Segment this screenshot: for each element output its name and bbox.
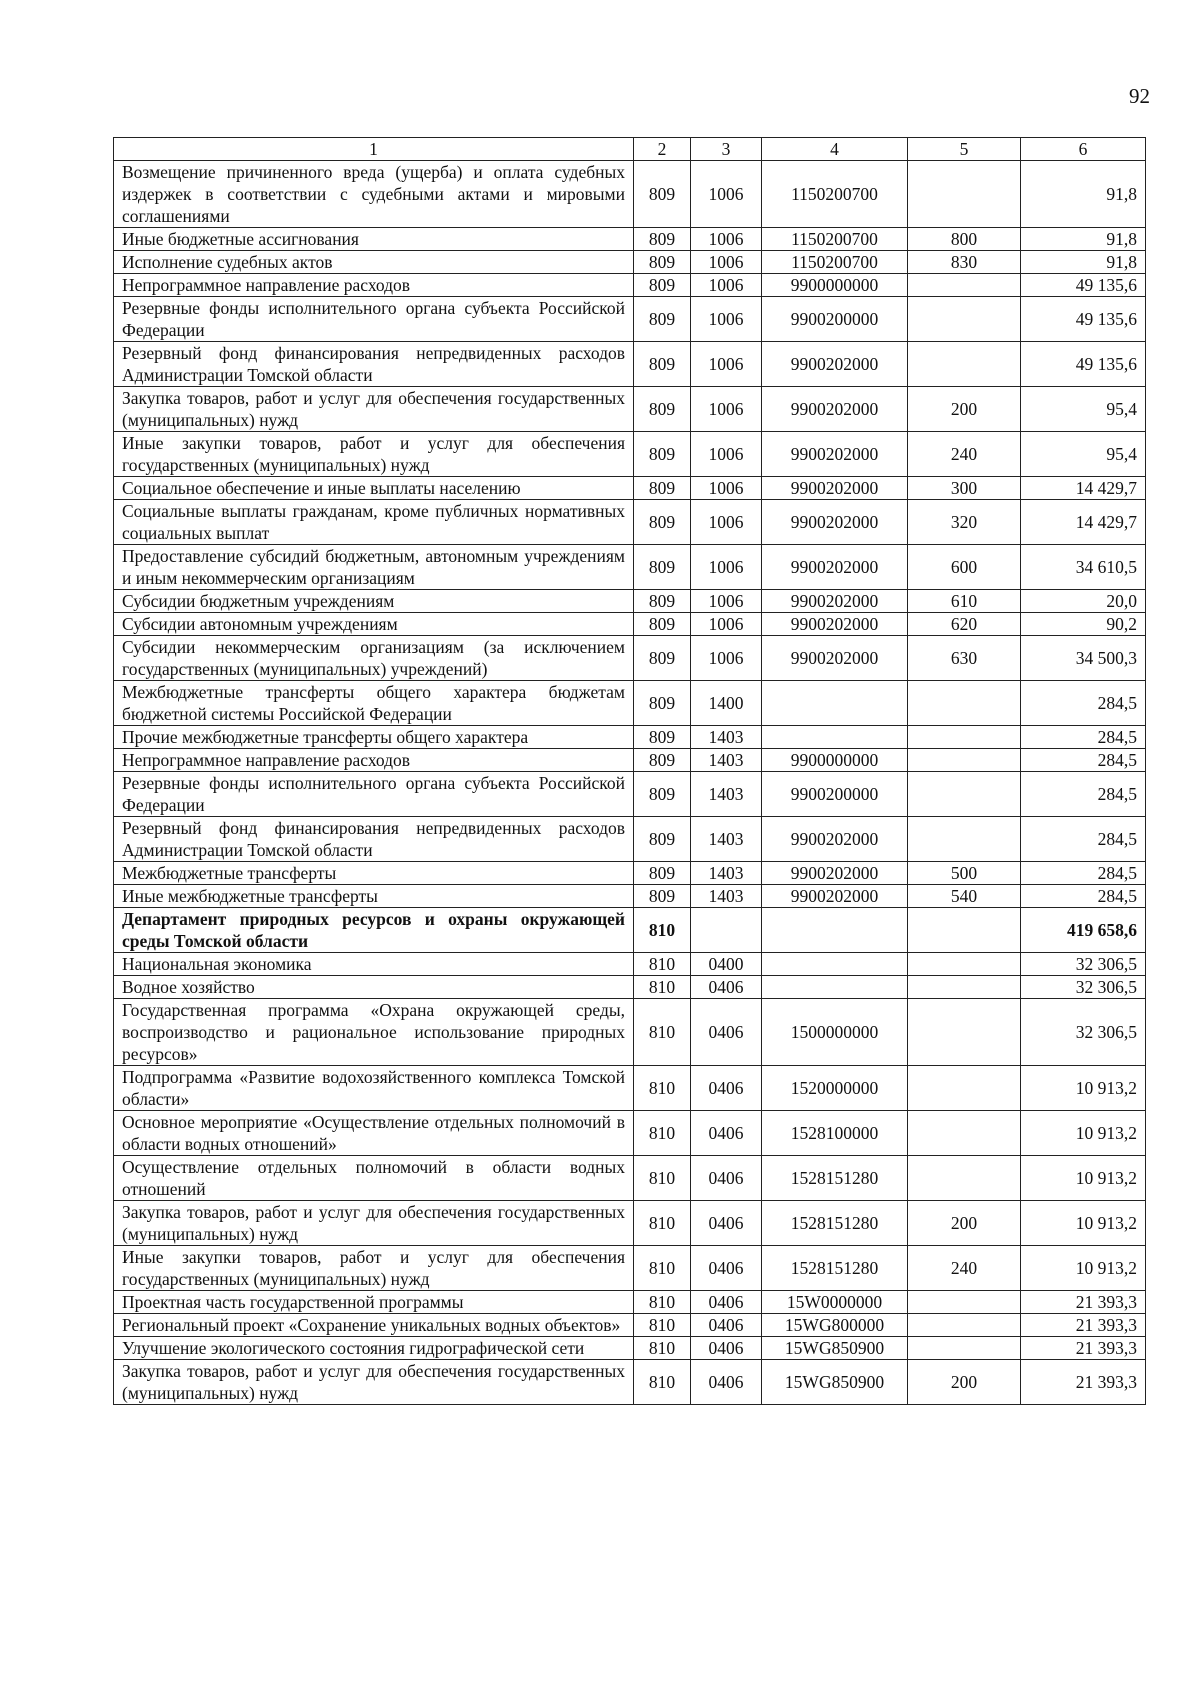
row-amount: 284,5 xyxy=(1021,749,1146,772)
row-amount: 49 135,6 xyxy=(1021,297,1146,342)
row-amount: 284,5 xyxy=(1021,885,1146,908)
row-section-code: 0406 xyxy=(691,1201,762,1246)
row-admin-code: 809 xyxy=(634,726,691,749)
row-section-code: 1006 xyxy=(691,477,762,500)
row-name: Закупка товаров, работ и услуг для обеспечения государственных (муниципальных) нужд xyxy=(114,1201,634,1246)
row-admin-code: 809 xyxy=(634,545,691,590)
row-target-code: 9900202000 xyxy=(762,613,908,636)
row-expense-type: 500 xyxy=(908,862,1021,885)
table-row xyxy=(114,636,1146,681)
header-col-1: 1 xyxy=(114,138,634,161)
row-admin-code: 810 xyxy=(634,908,691,953)
row-section-code: 0406 xyxy=(691,1360,762,1405)
row-admin-code: 810 xyxy=(634,1111,691,1156)
row-name: Осуществление отдельных полномочий в области водных отношений xyxy=(114,1156,634,1201)
row-name: Улучшение экологического состояния гидрографической сети xyxy=(114,1337,634,1360)
row-name: Резервный фонд финансирования непредвиденных расходов Администрации Томской области xyxy=(114,342,634,387)
table-row xyxy=(114,999,1146,1066)
row-name: Департамент природных ресурсов и охраны окружающей среды Томской области xyxy=(114,908,634,953)
header-col-2: 2 xyxy=(634,138,691,161)
row-target-code: 1150200700 xyxy=(762,228,908,251)
row-expense-type: 320 xyxy=(908,500,1021,545)
row-target-code: 9900202000 xyxy=(762,862,908,885)
table-row xyxy=(114,613,1146,636)
row-amount: 284,5 xyxy=(1021,817,1146,862)
header-col-6: 6 xyxy=(1021,138,1146,161)
row-expense-type: 620 xyxy=(908,613,1021,636)
row-expense-type xyxy=(908,772,1021,817)
row-target-code: 9900202000 xyxy=(762,342,908,387)
row-target-code: 15WG850900 xyxy=(762,1360,908,1405)
table-row xyxy=(114,432,1146,477)
row-amount: 91,8 xyxy=(1021,228,1146,251)
row-target-code: 9900202000 xyxy=(762,500,908,545)
table-row xyxy=(114,908,1146,953)
row-section-code: 1006 xyxy=(691,545,762,590)
row-target-code: 9900202000 xyxy=(762,636,908,681)
budget-table xyxy=(113,137,1146,1405)
row-name: Субсидии некоммерческим организациям (за исключением государственных (муниципальных) учреждений) xyxy=(114,636,634,681)
row-section-code: 1403 xyxy=(691,885,762,908)
row-expense-type: 630 xyxy=(908,636,1021,681)
row-name: Подпрограмма «Развитие водохозяйственного комплекса Томской области» xyxy=(114,1066,634,1111)
row-section-code: 0406 xyxy=(691,1314,762,1337)
row-target-code: 9900202000 xyxy=(762,432,908,477)
row-name: Непрограммное направление расходов xyxy=(114,274,634,297)
row-name: Иные закупки товаров, работ и услуг для обеспечения государственных (муниципальных) нужд xyxy=(114,1246,634,1291)
row-amount: 34 610,5 xyxy=(1021,545,1146,590)
table-row xyxy=(114,681,1146,726)
row-section-code: 0406 xyxy=(691,1246,762,1291)
row-amount: 10 913,2 xyxy=(1021,1156,1146,1201)
row-name: Межбюджетные трансферты xyxy=(114,862,634,885)
row-target-code: 1150200700 xyxy=(762,161,908,228)
row-amount: 21 393,3 xyxy=(1021,1291,1146,1314)
table-body xyxy=(114,161,1146,1405)
row-admin-code: 809 xyxy=(634,885,691,908)
row-expense-type: 240 xyxy=(908,432,1021,477)
row-admin-code: 810 xyxy=(634,1066,691,1111)
row-admin-code: 810 xyxy=(634,1360,691,1405)
row-amount: 14 429,7 xyxy=(1021,500,1146,545)
row-expense-type: 300 xyxy=(908,477,1021,500)
table-row xyxy=(114,342,1146,387)
row-admin-code: 810 xyxy=(634,1337,691,1360)
row-section-code: 1400 xyxy=(691,681,762,726)
row-admin-code: 809 xyxy=(634,432,691,477)
row-amount: 10 913,2 xyxy=(1021,1201,1146,1246)
table-row xyxy=(114,387,1146,432)
row-target-code: 9900202000 xyxy=(762,477,908,500)
row-expense-type xyxy=(908,749,1021,772)
row-expense-type xyxy=(908,817,1021,862)
row-target-code: 1150200700 xyxy=(762,251,908,274)
table-row xyxy=(114,477,1146,500)
row-admin-code: 809 xyxy=(634,387,691,432)
row-admin-code: 810 xyxy=(634,1314,691,1337)
table-header-row xyxy=(114,138,1146,161)
row-expense-type xyxy=(908,908,1021,953)
row-expense-type: 200 xyxy=(908,387,1021,432)
row-admin-code: 810 xyxy=(634,1291,691,1314)
row-section-code: 0406 xyxy=(691,976,762,999)
row-target-code: 9900202000 xyxy=(762,590,908,613)
row-admin-code: 809 xyxy=(634,342,691,387)
table-row xyxy=(114,749,1146,772)
row-expense-type xyxy=(908,161,1021,228)
row-expense-type: 610 xyxy=(908,590,1021,613)
row-section-code: 1006 xyxy=(691,636,762,681)
table-row xyxy=(114,545,1146,590)
row-section-code: 1006 xyxy=(691,251,762,274)
page-number: 92 xyxy=(1129,84,1150,108)
row-expense-type xyxy=(908,342,1021,387)
table-row xyxy=(114,817,1146,862)
table-row xyxy=(114,1291,1146,1314)
row-expense-type xyxy=(908,681,1021,726)
row-name: Закупка товаров, работ и услуг для обеспечения государственных (муниципальных) нужд xyxy=(114,1360,634,1405)
table-row xyxy=(114,590,1146,613)
row-name: Предоставление субсидий бюджетным, автономным учреждениям и иным некоммерческим организациям xyxy=(114,545,634,590)
row-target-code: 1528100000 xyxy=(762,1111,908,1156)
row-name: Субсидии бюджетным учреждениям xyxy=(114,590,634,613)
row-name: Государственная программа «Охрана окружающей среды, воспроизводство и рациональное использование природных ресурсов» xyxy=(114,999,634,1066)
row-amount: 32 306,5 xyxy=(1021,976,1146,999)
row-name: Социальные выплаты гражданам, кроме публичных нормативных социальных выплат xyxy=(114,500,634,545)
table-row xyxy=(114,1066,1146,1111)
table-row xyxy=(114,1360,1146,1405)
row-admin-code: 809 xyxy=(634,477,691,500)
row-section-code: 1006 xyxy=(691,297,762,342)
row-target-code xyxy=(762,681,908,726)
row-expense-type xyxy=(908,1314,1021,1337)
row-amount: 14 429,7 xyxy=(1021,477,1146,500)
row-name: Прочие межбюджетные трансферты общего характера xyxy=(114,726,634,749)
row-expense-type xyxy=(908,1291,1021,1314)
row-admin-code: 809 xyxy=(634,749,691,772)
row-name: Региональный проект «Сохранение уникальных водных объектов» xyxy=(114,1314,634,1337)
row-target-code: 9900200000 xyxy=(762,772,908,817)
row-name: Резервные фонды исполнительного органа субъекта Российской Федерации xyxy=(114,772,634,817)
row-expense-type xyxy=(908,976,1021,999)
row-section-code: 0406 xyxy=(691,1111,762,1156)
table-row xyxy=(114,1201,1146,1246)
row-target-code: 1528151280 xyxy=(762,1156,908,1201)
row-target-code: 1528151280 xyxy=(762,1201,908,1246)
table-row xyxy=(114,726,1146,749)
row-admin-code: 809 xyxy=(634,297,691,342)
row-name: Закупка товаров, работ и услуг для обеспечения государственных (муниципальных) нужд xyxy=(114,387,634,432)
row-amount: 284,5 xyxy=(1021,862,1146,885)
row-target-code: 15WG850900 xyxy=(762,1337,908,1360)
row-amount: 32 306,5 xyxy=(1021,953,1146,976)
row-name: Резервный фонд финансирования непредвиденных расходов Администрации Томской области xyxy=(114,817,634,862)
table-row xyxy=(114,161,1146,228)
row-expense-type: 830 xyxy=(908,251,1021,274)
row-expense-type xyxy=(908,726,1021,749)
row-expense-type xyxy=(908,999,1021,1066)
row-target-code: 1520000000 xyxy=(762,1066,908,1111)
row-amount: 10 913,2 xyxy=(1021,1066,1146,1111)
header-col-5: 5 xyxy=(908,138,1021,161)
row-name: Социальное обеспечение и иные выплаты населению xyxy=(114,477,634,500)
row-target-code xyxy=(762,976,908,999)
row-section-code: 1403 xyxy=(691,862,762,885)
row-target-code: 1500000000 xyxy=(762,999,908,1066)
row-amount: 21 393,3 xyxy=(1021,1360,1146,1405)
table-row xyxy=(114,1337,1146,1360)
row-amount: 49 135,6 xyxy=(1021,274,1146,297)
row-amount: 95,4 xyxy=(1021,387,1146,432)
row-admin-code: 810 xyxy=(634,976,691,999)
row-amount: 419 658,6 xyxy=(1021,908,1146,953)
row-admin-code: 810 xyxy=(634,1246,691,1291)
table-row xyxy=(114,228,1146,251)
table-row xyxy=(114,1156,1146,1201)
table-row xyxy=(114,885,1146,908)
row-section-code: 1403 xyxy=(691,726,762,749)
row-admin-code: 809 xyxy=(634,228,691,251)
row-section-code: 1006 xyxy=(691,613,762,636)
row-amount: 21 393,3 xyxy=(1021,1314,1146,1337)
row-section-code: 0406 xyxy=(691,1337,762,1360)
row-amount: 91,8 xyxy=(1021,161,1146,228)
row-expense-type: 200 xyxy=(908,1201,1021,1246)
row-section-code: 1006 xyxy=(691,342,762,387)
row-amount: 10 913,2 xyxy=(1021,1246,1146,1291)
row-expense-type xyxy=(908,1066,1021,1111)
row-amount: 284,5 xyxy=(1021,726,1146,749)
row-amount: 284,5 xyxy=(1021,681,1146,726)
row-section-code xyxy=(691,908,762,953)
row-target-code xyxy=(762,953,908,976)
table-row xyxy=(114,1111,1146,1156)
row-target-code: 9900202000 xyxy=(762,817,908,862)
row-section-code: 0406 xyxy=(691,999,762,1066)
row-amount: 21 393,3 xyxy=(1021,1337,1146,1360)
row-section-code: 0406 xyxy=(691,1066,762,1111)
row-target-code: 1528151280 xyxy=(762,1246,908,1291)
row-admin-code: 809 xyxy=(634,772,691,817)
table-row xyxy=(114,297,1146,342)
row-section-code: 1006 xyxy=(691,500,762,545)
row-target-code: 15WG800000 xyxy=(762,1314,908,1337)
row-name: Основное мероприятие «Осуществление отдельных полномочий в области водных отношений» xyxy=(114,1111,634,1156)
row-expense-type xyxy=(908,297,1021,342)
row-admin-code: 809 xyxy=(634,251,691,274)
row-admin-code: 809 xyxy=(634,681,691,726)
row-admin-code: 809 xyxy=(634,817,691,862)
row-section-code: 1403 xyxy=(691,772,762,817)
row-expense-type: 800 xyxy=(908,228,1021,251)
row-name: Исполнение судебных актов xyxy=(114,251,634,274)
row-name: Субсидии автономным учреждениям xyxy=(114,613,634,636)
row-amount: 90,2 xyxy=(1021,613,1146,636)
row-target-code: 9900000000 xyxy=(762,274,908,297)
row-expense-type xyxy=(908,953,1021,976)
row-name: Иные межбюджетные трансферты xyxy=(114,885,634,908)
row-amount: 34 500,3 xyxy=(1021,636,1146,681)
row-target-code: 9900200000 xyxy=(762,297,908,342)
row-amount: 20,0 xyxy=(1021,590,1146,613)
row-name: Национальная экономика xyxy=(114,953,634,976)
row-name: Межбюджетные трансферты общего характера бюджетам бюджетной системы Российской Федерации xyxy=(114,681,634,726)
row-section-code: 1006 xyxy=(691,590,762,613)
row-expense-type: 600 xyxy=(908,545,1021,590)
row-target-code: 15W0000000 xyxy=(762,1291,908,1314)
row-admin-code: 809 xyxy=(634,161,691,228)
row-expense-type xyxy=(908,274,1021,297)
header-col-4: 4 xyxy=(762,138,908,161)
row-section-code: 1006 xyxy=(691,432,762,477)
table-row xyxy=(114,953,1146,976)
row-name: Непрограммное направление расходов xyxy=(114,749,634,772)
row-target-code xyxy=(762,726,908,749)
row-section-code: 1403 xyxy=(691,749,762,772)
table-row xyxy=(114,976,1146,999)
row-name: Иные закупки товаров, работ и услуг для обеспечения государственных (муниципальных) нужд xyxy=(114,432,634,477)
row-admin-code: 810 xyxy=(634,1201,691,1246)
row-name: Резервные фонды исполнительного органа субъекта Российской Федерации xyxy=(114,297,634,342)
row-amount: 284,5 xyxy=(1021,772,1146,817)
row-section-code: 1006 xyxy=(691,161,762,228)
row-amount: 32 306,5 xyxy=(1021,999,1146,1066)
row-section-code: 0406 xyxy=(691,1156,762,1201)
table-row xyxy=(114,251,1146,274)
row-admin-code: 809 xyxy=(634,590,691,613)
row-admin-code: 810 xyxy=(634,1156,691,1201)
row-target-code: 9900202000 xyxy=(762,885,908,908)
row-expense-type: 540 xyxy=(908,885,1021,908)
table-row xyxy=(114,1246,1146,1291)
row-target-code: 9900000000 xyxy=(762,749,908,772)
row-section-code: 1403 xyxy=(691,817,762,862)
row-target-code: 9900202000 xyxy=(762,387,908,432)
row-admin-code: 810 xyxy=(634,999,691,1066)
row-section-code: 1006 xyxy=(691,274,762,297)
row-name: Возмещение причиненного вреда (ущерба) и оплата судебных издержек в соответствии с судебными актами и мировыми соглашениями xyxy=(114,161,634,228)
row-amount: 10 913,2 xyxy=(1021,1111,1146,1156)
row-admin-code: 809 xyxy=(634,274,691,297)
row-section-code: 1006 xyxy=(691,228,762,251)
row-admin-code: 809 xyxy=(634,862,691,885)
row-expense-type xyxy=(908,1337,1021,1360)
row-name: Водное хозяйство xyxy=(114,976,634,999)
row-expense-type: 200 xyxy=(908,1360,1021,1405)
row-name: Иные бюджетные ассигнования xyxy=(114,228,634,251)
row-admin-code: 809 xyxy=(634,636,691,681)
row-name: Проектная часть государственной программы xyxy=(114,1291,634,1314)
row-target-code xyxy=(762,908,908,953)
row-expense-type: 240 xyxy=(908,1246,1021,1291)
row-section-code: 0400 xyxy=(691,953,762,976)
row-admin-code: 809 xyxy=(634,500,691,545)
row-expense-type xyxy=(908,1156,1021,1201)
table-row xyxy=(114,862,1146,885)
table-row xyxy=(114,274,1146,297)
row-section-code: 0406 xyxy=(691,1291,762,1314)
row-admin-code: 810 xyxy=(634,953,691,976)
row-target-code: 9900202000 xyxy=(762,545,908,590)
table-row xyxy=(114,772,1146,817)
table-row xyxy=(114,500,1146,545)
row-section-code: 1006 xyxy=(691,387,762,432)
row-expense-type xyxy=(908,1111,1021,1156)
row-amount: 91,8 xyxy=(1021,251,1146,274)
table-row xyxy=(114,1314,1146,1337)
header-col-3: 3 xyxy=(691,138,762,161)
row-admin-code: 809 xyxy=(634,613,691,636)
row-amount: 49 135,6 xyxy=(1021,342,1146,387)
row-amount: 95,4 xyxy=(1021,432,1146,477)
